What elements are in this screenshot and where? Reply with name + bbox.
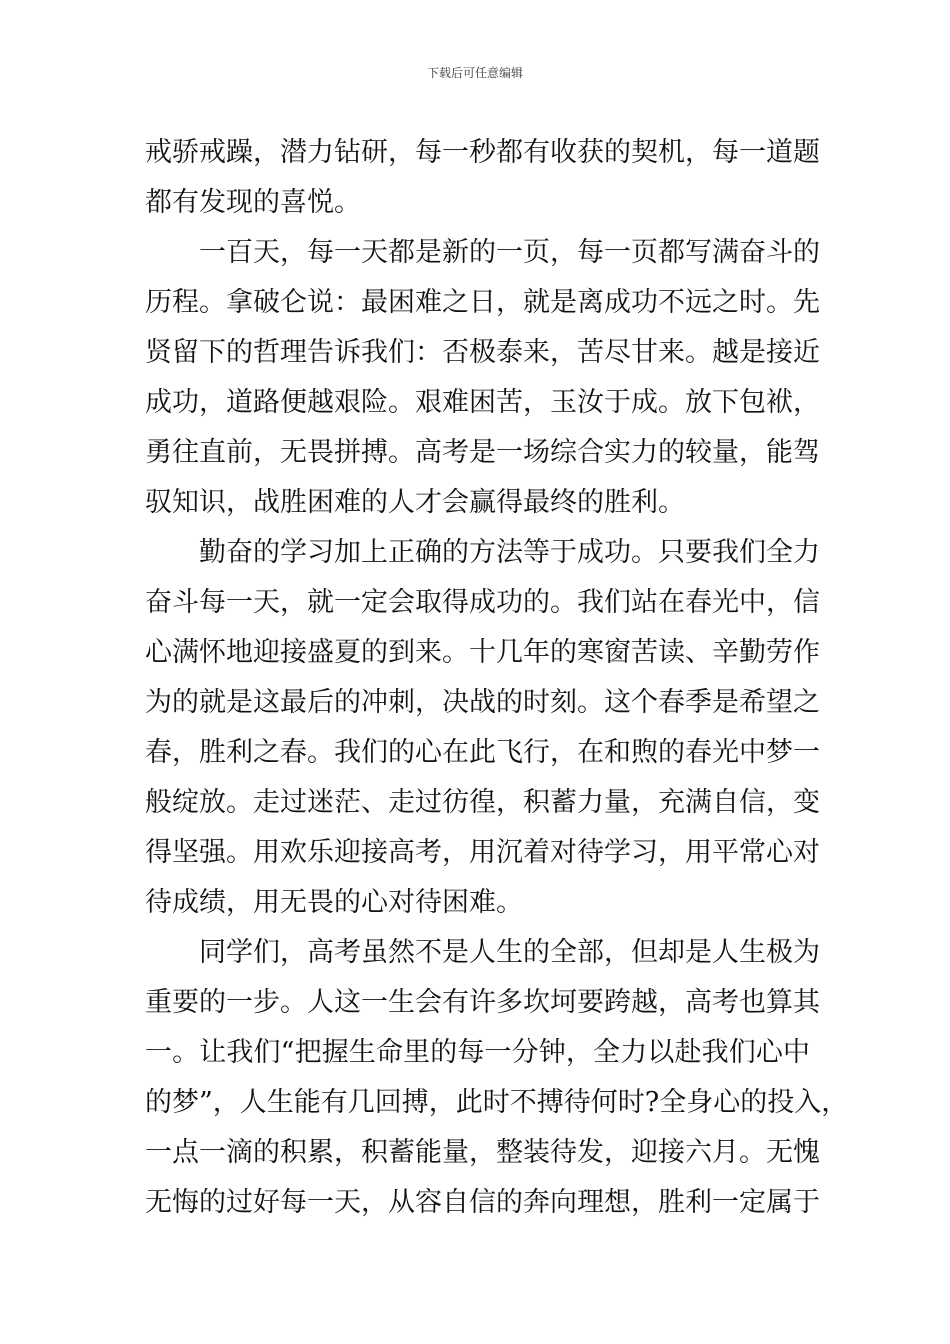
text-line: 般绽放。走过迷茫、走过彷徨，积蓄力量，充满自信，变 <box>145 787 820 818</box>
text-line: 同学们，高考虽然不是人生的全部，但却是人生极为 <box>199 937 820 968</box>
paragraph <box>145 528 820 928</box>
text-line: 一。让我们“把握生命里的每一分钟，全力以赴我们心中 <box>145 1037 810 1068</box>
text-line: 驭知识，战胜困难的人才会赢得最终的胜利。 <box>145 487 685 518</box>
paragraph <box>145 228 820 528</box>
text-line: 重要的一步。人这一生会有许多坎坷要跨越，高考也算其 <box>145 987 820 1018</box>
text-line: 奋斗每一天，就一定会取得成功的。我们站在春光中，信 <box>145 587 820 618</box>
text-line: 都有发现的喜悦。 <box>145 187 361 218</box>
text-line: 一点一滴的积累，积蓄能量，整装待发，迎接六月。无愧 <box>145 1137 820 1168</box>
text-line: 春，胜利之春。我们的心在此飞行，在和煦的春光中梦一 <box>145 737 820 768</box>
paragraph <box>145 128 820 228</box>
text-line: 成功，道路便越艰险。艰难困苦，玉汝于成。放下包袱， <box>145 387 820 418</box>
text-line: 心满怀地迎接盛夏的到来。十几年的寒窗苦读、辛勤劳作 <box>145 637 820 668</box>
text-line: 的梦”，人生能有几回搏，此时不搏待何时?全身心的投入， <box>145 1087 849 1118</box>
text-line: 贤留下的哲理告诉我们：否极泰来，苦尽甘来。越是接近 <box>145 337 820 368</box>
page-header: 下载后可任意编辑 <box>426 66 523 80</box>
text-line: 戒骄戒躁，潜力钻研，每一秒都有收获的契机，每一道题 <box>145 137 820 168</box>
text-line: 一百天，每一天都是新的一页，每一页都写满奋斗的 <box>199 237 820 268</box>
text-line: 待成绩，用无畏的心对待困难。 <box>145 887 523 918</box>
text-line: 勇往直前，无畏拼搏。高考是一场综合实力的较量，能驾 <box>145 437 820 468</box>
text-line: 历程。拿破仑说：最困难之日，就是离成功不远之时。先 <box>145 287 820 318</box>
text-line: 得坚强。用欢乐迎接高考，用沉着对待学习，用平常心对 <box>145 837 820 868</box>
text-line: 勤奋的学习加上正确的方法等于成功。只要我们全力 <box>199 537 820 568</box>
text-line: 无悔的过好每一天，从容自信的奔向理想，胜利一定属于 <box>145 1187 820 1218</box>
text-line: 为的就是这最后的冲刺，决战的时刻。这个春季是希望之 <box>145 687 820 718</box>
paragraph <box>145 928 849 1228</box>
body-text <box>145 128 849 1228</box>
